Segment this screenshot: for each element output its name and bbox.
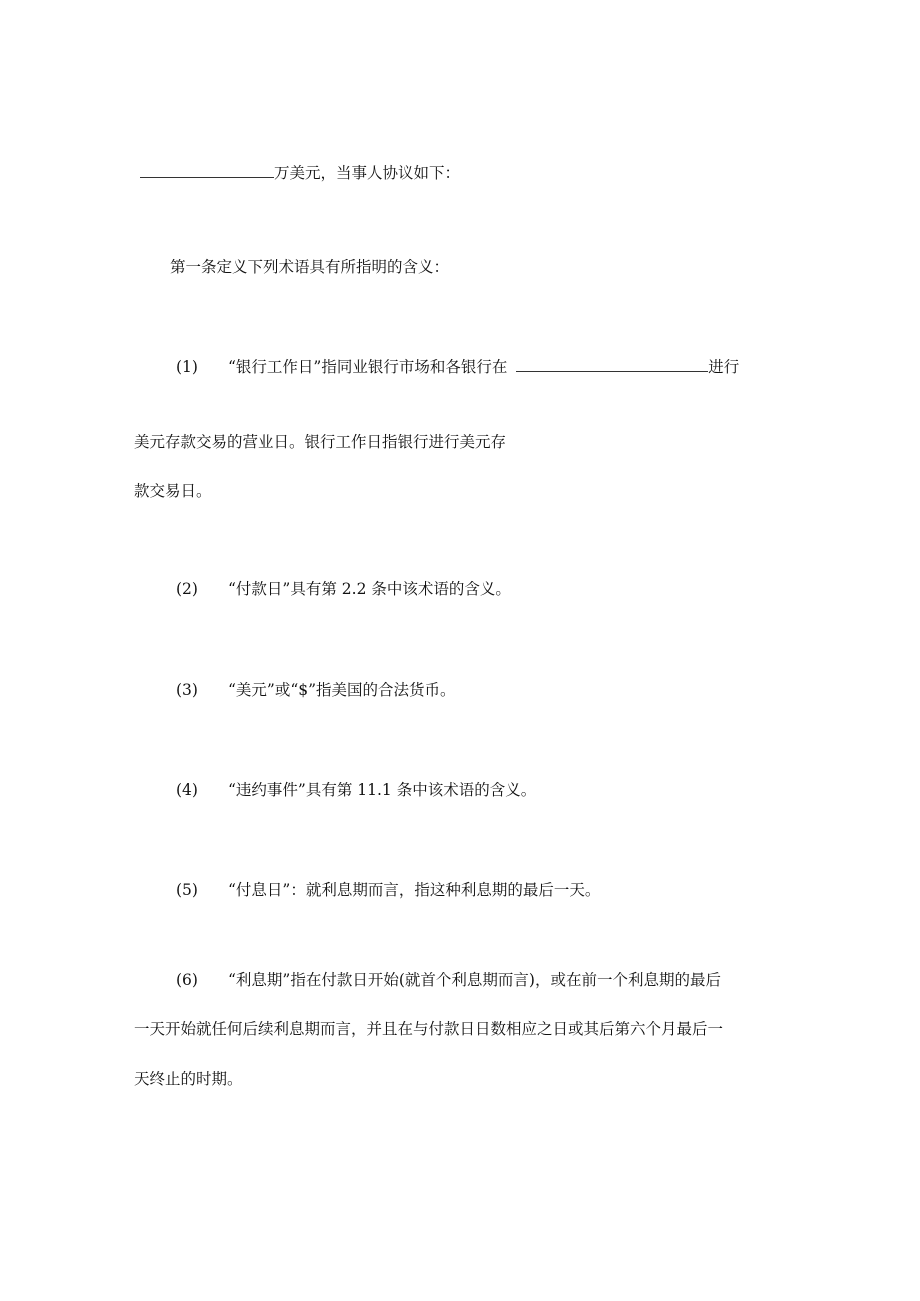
definition-text: “银行工作日”指同业银行市场和各银行在	[228, 358, 508, 376]
definition-number: (3)	[176, 681, 198, 699]
definition-number: (6)	[176, 971, 198, 989]
definition-4	[176, 780, 536, 800]
definition-number: (2)	[176, 580, 198, 598]
definition-5	[176, 880, 600, 900]
definition-6-line-1	[176, 970, 721, 990]
definition-6-line-2: 一天开始就任何后续利息期而言，并且在与付款日日数相应之日或其后第六个月最后一	[134, 1020, 724, 1038]
amount-blank	[140, 163, 274, 178]
definition-text: “付息日”：就利息期而言，指这种利息期的最后一天。	[228, 881, 601, 899]
article-heading: 第一条定义下列术语具有所指明的含义：	[170, 258, 450, 276]
definition-text: “美元”或“$”指美国的合法货币。	[228, 681, 456, 699]
location-blank	[516, 357, 708, 372]
definition-1-line-2: 美元存款交易的营业日。银行工作日指银行进行美元存	[134, 433, 507, 451]
definition-text-after-blank: 进行	[708, 358, 740, 376]
definition-number: (1)	[176, 358, 198, 376]
opening-line	[140, 163, 460, 183]
definition-1-line-3: 款交易日。	[134, 482, 212, 500]
definition-number: (5)	[176, 881, 198, 899]
definition-text: “付款日”具有第 2.2 条中该术语的含义。	[228, 580, 511, 598]
definition-text: “利息期”指在付款日开始(就首个利息期而言)，或在前一个利息期的最后	[228, 971, 721, 989]
definition-1-line-1	[176, 357, 739, 377]
definition-3	[176, 680, 456, 700]
definition-number: (4)	[176, 781, 198, 799]
definition-text: “违约事件”具有第 11.1 条中该术语的含义。	[228, 781, 537, 799]
opening-suffix: 万美元，当事人协议如下：	[274, 164, 461, 182]
definition-2	[176, 579, 511, 599]
definition-6-line-3: 天终止的时期。	[134, 1070, 243, 1088]
